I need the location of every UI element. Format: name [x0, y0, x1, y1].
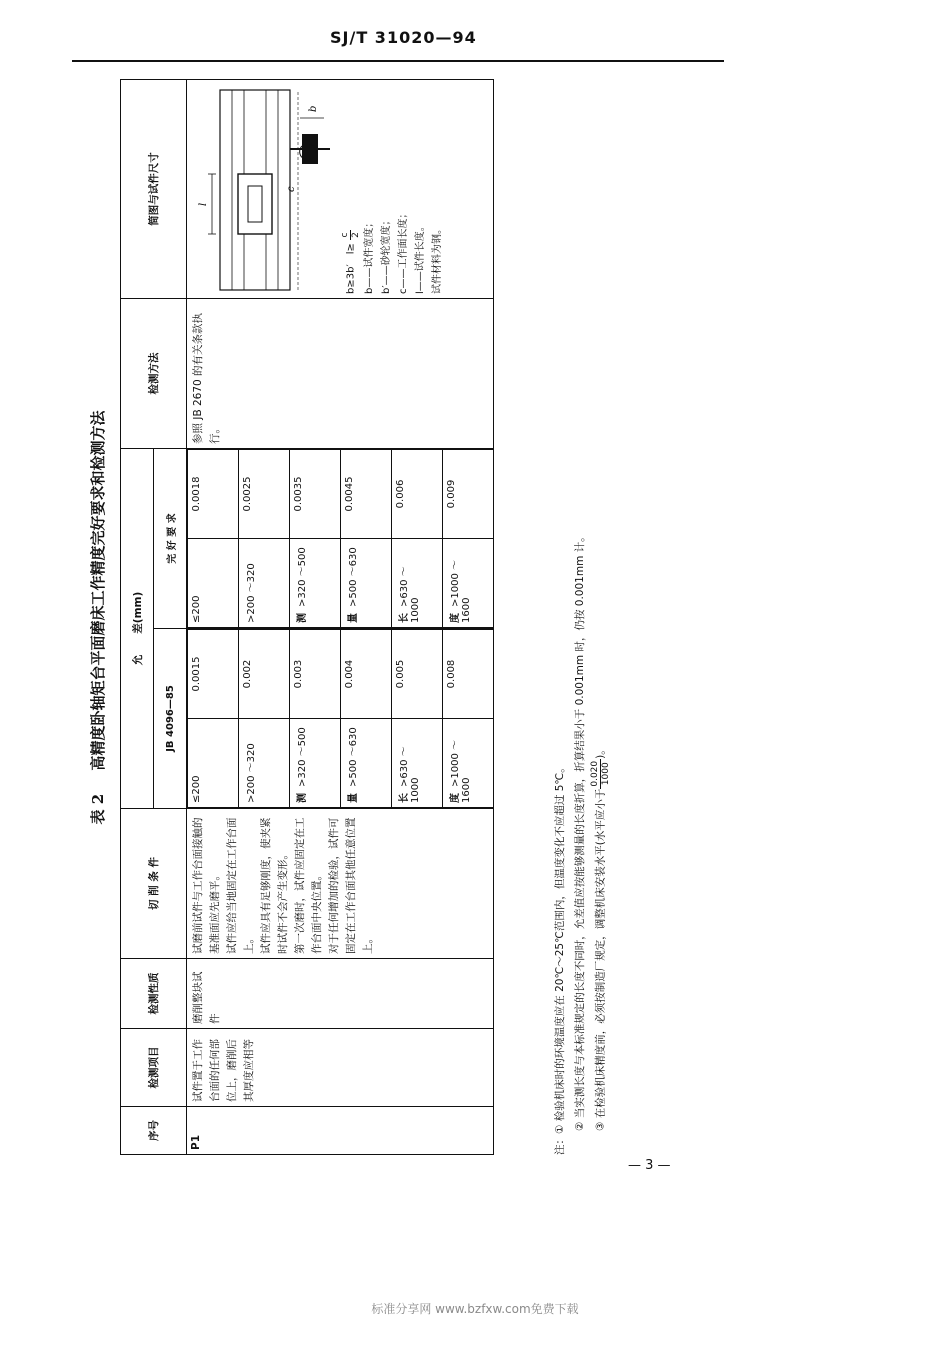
- formula-num: c: [340, 230, 351, 240]
- good-tolerance-cell: [187, 448, 494, 628]
- col-header-good: 完 好 要 求: [154, 448, 187, 628]
- good-range: [290, 539, 341, 628]
- label-b: b: [308, 105, 319, 112]
- legend-line: b′——砂轮宽度；: [381, 215, 392, 294]
- row-item: 试件置于工作台面的任何部位上，磨削后其厚度应相等: [187, 1029, 494, 1107]
- col-header-diagram: 简图与试件尺寸: [121, 79, 187, 298]
- std-range-text: >1000 ～1600: [450, 739, 472, 803]
- formula-den: 2: [351, 232, 361, 238]
- table-title: [80, 80, 116, 1155]
- condition-1: 试磨前试件与工作台面接触的基准面应先磨平。: [192, 817, 221, 954]
- std-range: [341, 719, 392, 808]
- legend-line: 试件材料为钢。: [432, 223, 443, 294]
- good-tolerance-table: [187, 449, 493, 628]
- header-rule: [72, 60, 724, 62]
- col-header-nature: 检测性质: [121, 959, 187, 1029]
- note-2: ② 当实测长度与本标准规定的长度不同时，允差值应按能够测量的长度折算，折算结果小于 0.001mm 时，仍按 0.001mm 计。: [574, 531, 586, 1131]
- std-range: [392, 719, 443, 808]
- good-value: 0.009: [443, 449, 494, 538]
- note-3: [590, 80, 611, 1155]
- good-range-text: >320 ～500: [297, 547, 308, 607]
- rotated-table-block: [80, 80, 640, 1155]
- row-conditions: [187, 809, 494, 959]
- formula-fraction: [340, 230, 361, 240]
- good-value: 0.0045: [341, 449, 392, 538]
- legend-line: b——试件宽度；: [364, 217, 375, 294]
- std-value: 0.004: [341, 630, 392, 719]
- measure-label-2: 量: [348, 613, 359, 623]
- note-3-pre: ③ 在检验机床精度前，必须按制造厂规定，调整机床安装水平(水平应小于: [594, 788, 607, 1131]
- row-no: P1: [187, 1107, 494, 1155]
- std-value: 0.008: [443, 630, 494, 719]
- table-notes: [550, 80, 611, 1155]
- good-range-text: >630 ～1000: [399, 566, 421, 623]
- label-l: l: [198, 202, 209, 206]
- note-3-fraction: [590, 759, 611, 789]
- std-tolerance-cell: [187, 629, 494, 809]
- std-range: [290, 719, 341, 808]
- measure-label-4: 度: [450, 793, 461, 803]
- label-c: c: [286, 186, 297, 192]
- row-method: 参照 JB 2670 的有关条款执行。: [187, 298, 494, 448]
- note-1-text: ① 检验机床时的环境温度应在 20℃～25℃范围内，但温度变化不应超过 5℃。: [554, 762, 566, 1134]
- good-range-text: >500 ～630: [348, 547, 359, 607]
- legend-line: c——工作面长度；: [398, 208, 409, 294]
- col-header-std: JB 4096—85: [154, 629, 187, 809]
- page-number: — 3 —: [628, 1158, 671, 1173]
- good-value: 0.0025: [239, 449, 290, 538]
- note-1: [550, 80, 570, 1155]
- std-value: 0.005: [392, 630, 443, 719]
- grinding-diagram: [190, 84, 340, 294]
- std-range: ≤200: [188, 719, 239, 808]
- good-value: 0.0035: [290, 449, 341, 538]
- col-header-item: 检测项目: [121, 1029, 187, 1107]
- std-value: 0.0015: [188, 630, 239, 719]
- condition-5: 对于任何增加的检验，试件可固定在工作台面其他任意位置上。: [328, 817, 374, 954]
- table-number: 表 2: [89, 793, 107, 825]
- watermark: 标准分享网 www.bzfxw.com免费下载: [371, 1302, 579, 1316]
- condition-2: 试件应给当地固定在工作台面上。: [226, 817, 255, 954]
- row-diagram: [187, 79, 494, 298]
- measure-label-2: 量: [348, 793, 359, 803]
- std-value: 0.003: [290, 630, 341, 719]
- measure-label-4: 度: [450, 613, 461, 623]
- legend-line: l——试件长度。: [415, 221, 426, 294]
- condition-3: 试件应具有足够刚度，使夹紧时试件不会产生变形。: [260, 817, 289, 954]
- condition-4: 第一次磨时，试件应固定在工作台面中央位置。: [294, 817, 323, 954]
- row-nature: 磨削整块试件: [187, 959, 494, 1029]
- col-header-no: 序号: [121, 1107, 187, 1155]
- measure-label-3: 长: [399, 613, 410, 623]
- std-range-text: >630 ～1000: [399, 746, 421, 803]
- good-range: [341, 539, 392, 628]
- note-3-den: 1000: [601, 762, 611, 786]
- good-value: 0.0018: [188, 449, 239, 538]
- good-range: [443, 539, 494, 628]
- col-header-conditions: 切 削 条 件: [121, 809, 187, 959]
- measure-label-3: 长: [399, 793, 410, 803]
- notes-prefix: 注：: [554, 1134, 566, 1155]
- note-3-post: )。: [594, 744, 607, 759]
- col-header-tolerance: 允 差(mm): [121, 448, 154, 808]
- good-range: ≤200: [188, 539, 239, 628]
- std-tolerance-table: [187, 629, 493, 808]
- std-range: >200 ～320: [239, 719, 290, 808]
- note-3-num: 0.020: [590, 760, 600, 787]
- std-range: [443, 719, 494, 808]
- good-range: >200 ～320: [239, 539, 290, 628]
- diagram-formula: [340, 84, 361, 294]
- measure-label-1: 测: [297, 613, 308, 623]
- table-title-text: 高精度卧轴矩台平面磨床工作精度完好要求和检测方法: [89, 410, 107, 771]
- measure-label-1: 测: [297, 793, 308, 803]
- col-header-method: 检测方法: [121, 298, 187, 448]
- std-range-text: >320 ～500: [297, 727, 308, 787]
- std-value: 0.002: [239, 630, 290, 719]
- good-range: [392, 539, 443, 628]
- formula-text: b≥3b′ l≥: [345, 243, 357, 294]
- table-row: [187, 79, 494, 1154]
- spec-table: [120, 79, 494, 1155]
- document-code: SJ/T 31020—94: [330, 28, 477, 47]
- good-value: 0.006: [392, 449, 443, 538]
- std-range-text: >500 ～630: [348, 727, 359, 787]
- good-range-text: >1000 ～1600: [450, 559, 472, 623]
